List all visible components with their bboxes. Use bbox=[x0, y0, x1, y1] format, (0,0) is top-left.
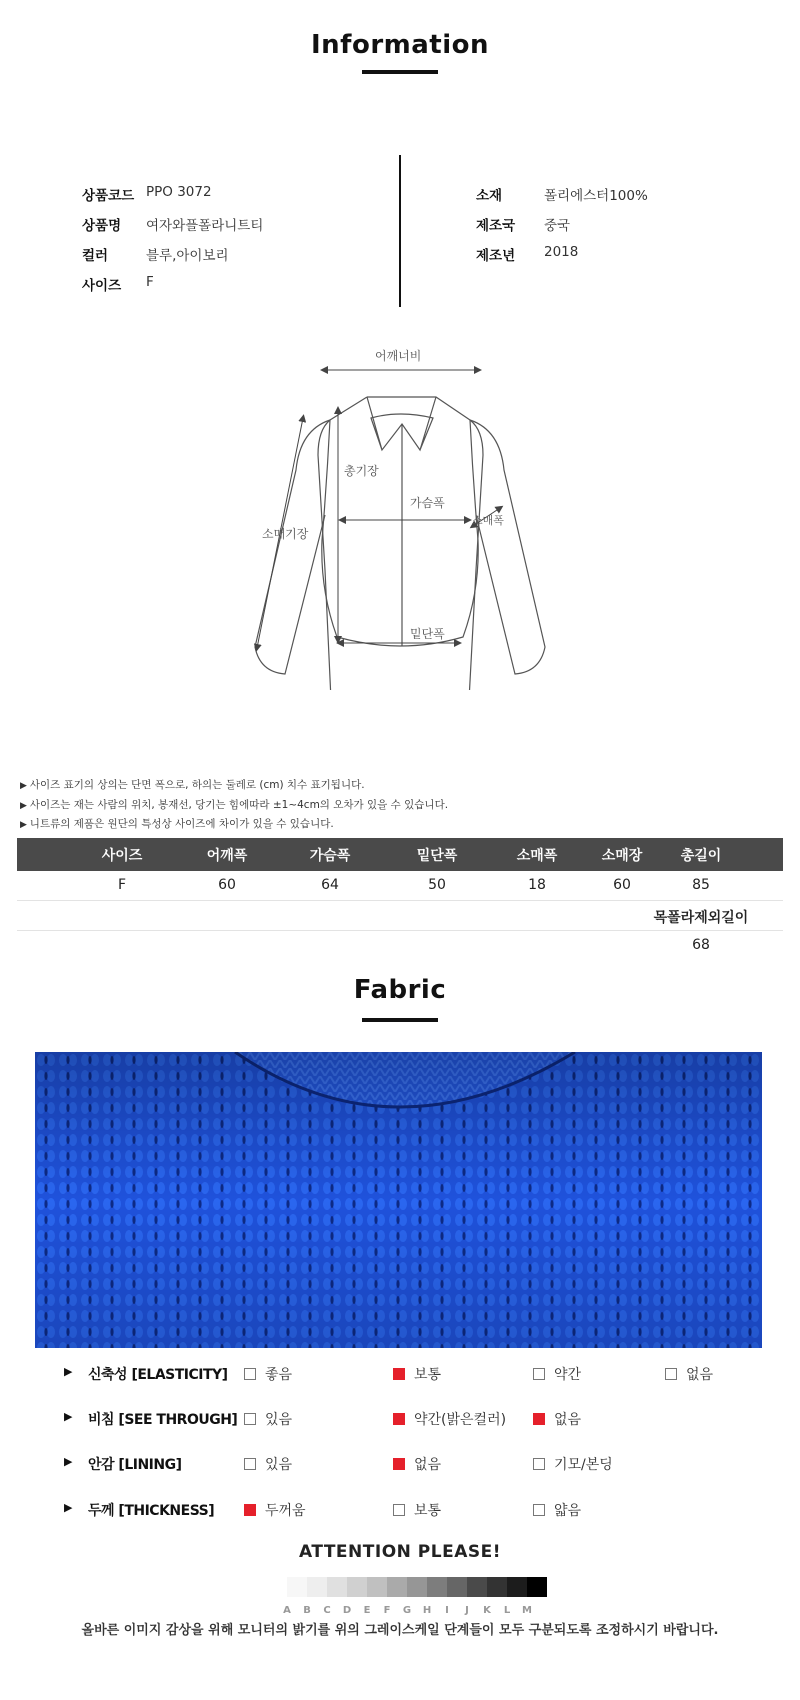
size-table bbox=[17, 838, 783, 961]
grayscale-letter: D bbox=[342, 1605, 352, 1616]
option-checkbox[interactable] bbox=[244, 1454, 292, 1474]
table-cell: F bbox=[117, 877, 127, 893]
option-checkbox[interactable] bbox=[665, 1364, 713, 1384]
table-cell: 60 bbox=[613, 877, 631, 893]
label-total-length: 총기장 bbox=[344, 464, 379, 478]
grayscale-letter: B bbox=[303, 1605, 311, 1616]
info-key: 제조국 bbox=[476, 218, 516, 234]
bullet-arrow-icon: ▶ bbox=[64, 1365, 73, 1378]
grayscale-swatch bbox=[427, 1577, 447, 1597]
grayscale-letters bbox=[277, 1605, 537, 1616]
bullet-arrow-icon: ▶ bbox=[64, 1501, 73, 1514]
option-label: 없음 bbox=[414, 1457, 442, 1473]
label-sleeve-width: 소매폭 bbox=[472, 514, 504, 527]
info-key: 상품코드 bbox=[82, 188, 135, 204]
option-label: 없음 bbox=[554, 1412, 582, 1428]
info-row-material bbox=[476, 184, 648, 204]
info-value: 블루,아이보리 bbox=[146, 248, 229, 264]
checkbox-icon bbox=[665, 1368, 677, 1380]
grayscale-swatch bbox=[467, 1577, 487, 1597]
grayscale-letter: H bbox=[422, 1605, 432, 1616]
checkbox-icon bbox=[393, 1504, 405, 1516]
grayscale-swatch bbox=[287, 1577, 307, 1597]
fabric-row-see-through bbox=[0, 1407, 800, 1431]
fabric-row-label: 신축성 [ELASTICITY] bbox=[88, 1367, 228, 1383]
fabric-title: Fabric bbox=[353, 975, 447, 1005]
header-cell: 가슴폭 bbox=[309, 847, 351, 864]
option-checkbox[interactable] bbox=[533, 1409, 581, 1429]
grayscale-swatch bbox=[327, 1577, 347, 1597]
label-sleeve-length: 소매기장 bbox=[262, 527, 309, 541]
grayscale-swatch bbox=[527, 1577, 547, 1597]
header-cell: 밑단폭 bbox=[416, 847, 458, 864]
table-cell: 목폴라제외길이 bbox=[653, 910, 749, 926]
grayscale-letter: L bbox=[503, 1605, 511, 1616]
fabric-row-label: 안감 [LINING] bbox=[88, 1457, 182, 1473]
option-checkbox[interactable] bbox=[393, 1500, 441, 1520]
info-key: 제조년 bbox=[476, 248, 516, 264]
table-row bbox=[17, 871, 783, 901]
grayscale-letter: J bbox=[465, 1605, 469, 1616]
grayscale-letter: K bbox=[483, 1605, 491, 1616]
table-cell: 50 bbox=[428, 877, 446, 893]
grayscale-letter: A bbox=[283, 1605, 291, 1616]
fabric-title-underline bbox=[362, 1018, 438, 1022]
info-key: 사이즈 bbox=[82, 278, 122, 294]
info-row-country bbox=[476, 214, 570, 234]
grayscale-letter: G bbox=[402, 1605, 412, 1616]
grayscale-swatch bbox=[407, 1577, 427, 1597]
grayscale-letter: E bbox=[363, 1605, 371, 1616]
info-divider bbox=[399, 155, 401, 307]
fabric-texture-photo bbox=[35, 1052, 762, 1348]
fabric-row-elasticity bbox=[0, 1362, 800, 1386]
checkbox-icon bbox=[533, 1458, 545, 1470]
option-label: 있음 bbox=[265, 1412, 293, 1428]
option-checkbox[interactable] bbox=[533, 1500, 581, 1520]
checkbox-checked-icon bbox=[393, 1413, 405, 1425]
option-label: 보통 bbox=[414, 1503, 442, 1519]
checkbox-checked-icon bbox=[393, 1368, 405, 1380]
note-line: ▶ 사이즈 표기의 상의는 단면 폭으로, 하의는 둘레로 (cm) 치수 표기됩니다. bbox=[20, 776, 448, 796]
option-checkbox[interactable] bbox=[533, 1364, 581, 1384]
label-shoulder: 어깨너비 bbox=[375, 349, 422, 363]
info-row-product-name bbox=[82, 214, 263, 234]
option-label: 두꺼움 bbox=[265, 1503, 306, 1519]
grayscale-swatch bbox=[447, 1577, 467, 1597]
grayscale-swatch bbox=[487, 1577, 507, 1597]
option-checkbox[interactable] bbox=[244, 1364, 292, 1384]
info-key: 소재 bbox=[476, 188, 503, 204]
info-row-color bbox=[82, 244, 229, 264]
fabric-row-label: 비침 [SEE THROUGH] bbox=[88, 1412, 238, 1428]
info-value: 중국 bbox=[544, 218, 571, 234]
checkbox-icon bbox=[244, 1368, 256, 1380]
info-row-size bbox=[82, 274, 154, 294]
fabric-row-lining bbox=[0, 1452, 800, 1476]
option-label: 얇음 bbox=[554, 1503, 582, 1519]
option-label: 약간(밝은컬러) bbox=[414, 1412, 507, 1428]
grayscale-strip bbox=[287, 1577, 547, 1597]
size-diagram bbox=[200, 340, 600, 690]
information-title: Information bbox=[310, 30, 490, 60]
information-title-underline bbox=[362, 70, 438, 74]
fabric-row-label: 두께 [THICKNESS] bbox=[88, 1503, 215, 1519]
grayscale-letter: I bbox=[445, 1605, 449, 1616]
info-key: 컬러 bbox=[82, 248, 109, 264]
option-checkbox[interactable] bbox=[393, 1364, 441, 1384]
option-checkbox[interactable] bbox=[244, 1500, 306, 1520]
checkbox-checked-icon bbox=[533, 1413, 545, 1425]
size-table-header bbox=[17, 838, 783, 871]
info-key: 상품명 bbox=[82, 218, 122, 234]
header-cell: 총길이 bbox=[680, 847, 722, 864]
header-cell: 소매장 bbox=[601, 847, 643, 864]
grayscale-swatch bbox=[307, 1577, 327, 1597]
label-chest: 가슴폭 bbox=[410, 496, 445, 510]
option-label: 좋음 bbox=[265, 1367, 293, 1383]
note-line: ▶ 사이즈는 재는 사람의 위치, 봉재선, 당기는 힘에따라 ±1~4cm의 오차가 있을 수 있습니다. bbox=[20, 796, 448, 816]
monitor-brightness-note: 올바른 이미지 감상을 위해 모니터의 밝기를 위의 그레이스케일 단계들이 모두 구분되도록 조정하시기 바랍니다. bbox=[81, 1623, 719, 1638]
checkbox-checked-icon bbox=[393, 1458, 405, 1470]
checkbox-icon bbox=[533, 1368, 545, 1380]
table-cell: 18 bbox=[528, 877, 546, 893]
checkbox-icon bbox=[244, 1458, 256, 1470]
option-checkbox[interactable] bbox=[393, 1409, 506, 1429]
checkbox-icon bbox=[533, 1504, 545, 1516]
header-cell: 소매폭 bbox=[516, 847, 558, 864]
checkbox-checked-icon bbox=[244, 1504, 256, 1516]
grayscale-swatch bbox=[347, 1577, 367, 1597]
option-checkbox[interactable] bbox=[244, 1409, 292, 1429]
fabric-row-thickness bbox=[0, 1498, 800, 1522]
label-hem: 밑단폭 bbox=[410, 627, 445, 641]
table-cell: 60 bbox=[218, 877, 236, 893]
table-cell: 85 bbox=[692, 877, 710, 893]
info-value: 폴리에스터100% bbox=[544, 188, 648, 204]
info-value: 2018 bbox=[544, 244, 579, 260]
table-cell: 64 bbox=[321, 877, 339, 893]
option-label: 기모/본딩 bbox=[554, 1457, 613, 1473]
grayscale-letter: F bbox=[383, 1605, 391, 1616]
info-value: F bbox=[146, 274, 154, 290]
knit-texture bbox=[35, 1052, 762, 1348]
option-checkbox[interactable] bbox=[533, 1454, 613, 1474]
grayscale-swatch bbox=[507, 1577, 527, 1597]
table-row-extra-value bbox=[17, 931, 783, 961]
info-value: PPO 3072 bbox=[146, 184, 212, 200]
header-cell: 어깨폭 bbox=[206, 847, 248, 864]
table-row-extra-header bbox=[17, 901, 783, 931]
info-row-product-code bbox=[82, 184, 212, 204]
header-cell: 사이즈 bbox=[101, 847, 143, 864]
grayscale-swatch bbox=[387, 1577, 407, 1597]
shirt-outline-illustration bbox=[200, 340, 600, 690]
attention-title: ATTENTION PLEASE! bbox=[299, 1542, 501, 1562]
option-label: 보통 bbox=[414, 1367, 442, 1383]
bullet-arrow-icon: ▶ bbox=[64, 1455, 73, 1468]
size-notes bbox=[20, 776, 448, 835]
option-checkbox[interactable] bbox=[393, 1454, 441, 1474]
info-value: 여자와플폴라니트티 bbox=[146, 218, 264, 234]
bullet-arrow-icon: ▶ bbox=[64, 1410, 73, 1423]
grayscale-letter: C bbox=[323, 1605, 331, 1616]
table-cell: 68 bbox=[692, 937, 710, 953]
info-row-year bbox=[476, 244, 578, 264]
option-label: 없음 bbox=[686, 1367, 714, 1383]
grayscale-swatch bbox=[367, 1577, 387, 1597]
option-label: 약간 bbox=[554, 1367, 582, 1383]
checkbox-icon bbox=[244, 1413, 256, 1425]
note-line: ▶ 니트류의 제품은 원단의 특성상 사이즈에 차이가 있을 수 있습니다. bbox=[20, 815, 448, 835]
grayscale-letter: M bbox=[522, 1605, 532, 1616]
option-label: 있음 bbox=[265, 1457, 293, 1473]
